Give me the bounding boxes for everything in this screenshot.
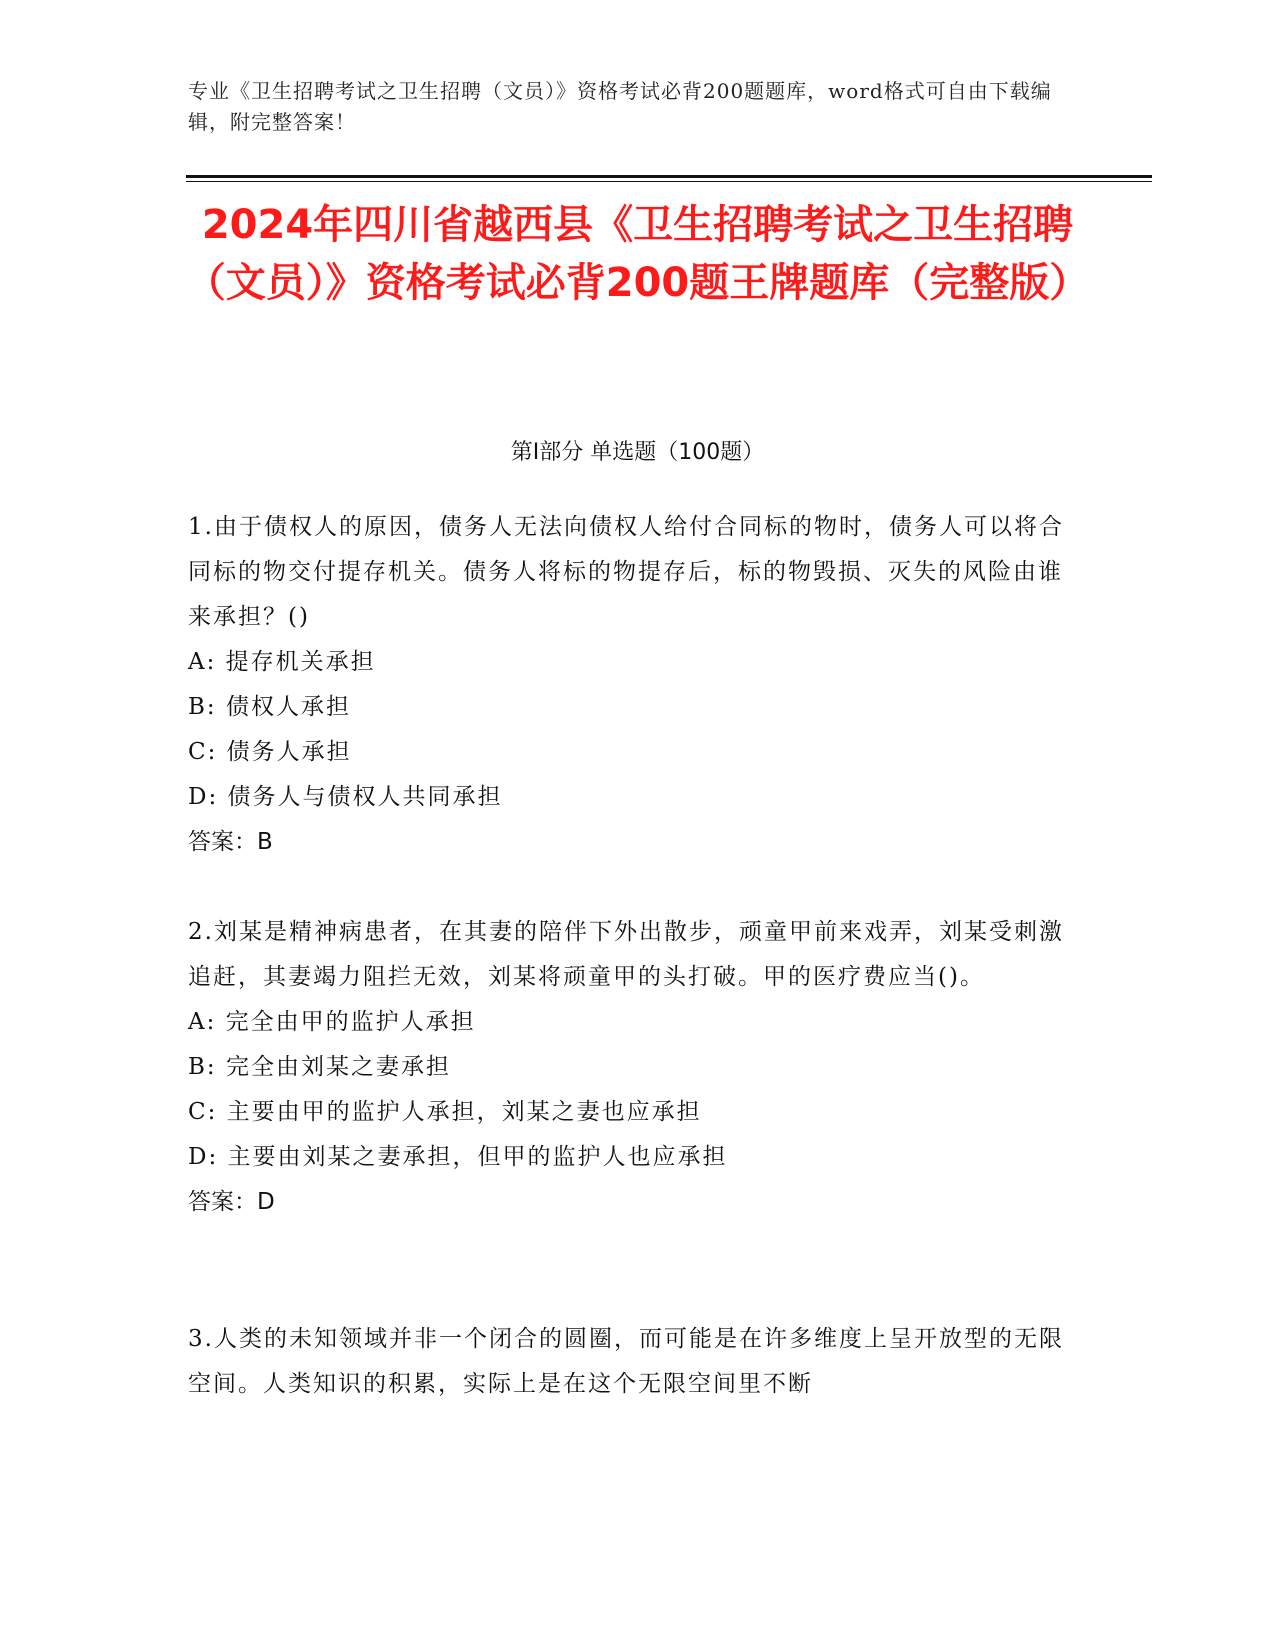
option-c: C: 主要由甲的监护人承担，刘某之妻也应承担	[188, 1099, 702, 1125]
option-a: A: 完全由甲的监护人承担	[188, 1009, 476, 1035]
question-3	[188, 1317, 1068, 1407]
question-stem: 1.由于债权人的原因，债务人无法向债权人给付合同标的物时，债务人可以将合同标的物交付提存机关。债务人将标的物提存后，标的物毁损、灭失的风险由谁来承担？()	[188, 514, 1064, 630]
document-title: 2024年四川省越西县《卫生招聘考试之卫生招聘（文员）》资格考试必背200题王牌题库（完整版）	[185, 202, 1090, 306]
option-a: A: 提存机关承担	[188, 649, 376, 675]
document-header-note: 专业《卫生招聘考试之卫生招聘（文员）》资格考试必背200题题库，word格式可自由下载编辑，附完整答案！	[188, 79, 1052, 134]
question-2	[188, 910, 1068, 1225]
header-divider-thick	[186, 175, 1152, 178]
header-divider-thin	[186, 181, 1152, 182]
option-b: B: 债权人承担	[188, 694, 351, 720]
option-b: B: 完全由刘某之妻承担	[188, 1054, 451, 1080]
section-title: 第Ⅰ部分 单选题（100题）	[510, 440, 765, 465]
question-stem: 2.刘某是精神病患者，在其妻的陪伴下外出散步，顽童甲前来戏弄，刘某受刺激追赶，其妻竭力阻拦无效，刘某将顽童甲的头打破。甲的医疗费应当()。	[188, 919, 1064, 990]
answer-label: 答案：D	[188, 1189, 275, 1215]
question-stem: 3.人类的未知领域并非一个闭合的圆圈，而可能是在许多维度上呈开放型的无限空间。人类知识的积累，实际上是在这个无限空间里不断	[188, 1326, 1064, 1397]
option-d: D: 主要由刘某之妻承担，但甲的监护人也应承担	[188, 1144, 728, 1170]
option-d: D: 债务人与债权人共同承担	[188, 784, 503, 810]
answer-label: 答案：B	[188, 829, 273, 855]
question-1	[188, 505, 1068, 865]
option-c: C: 债务人承担	[188, 739, 352, 765]
